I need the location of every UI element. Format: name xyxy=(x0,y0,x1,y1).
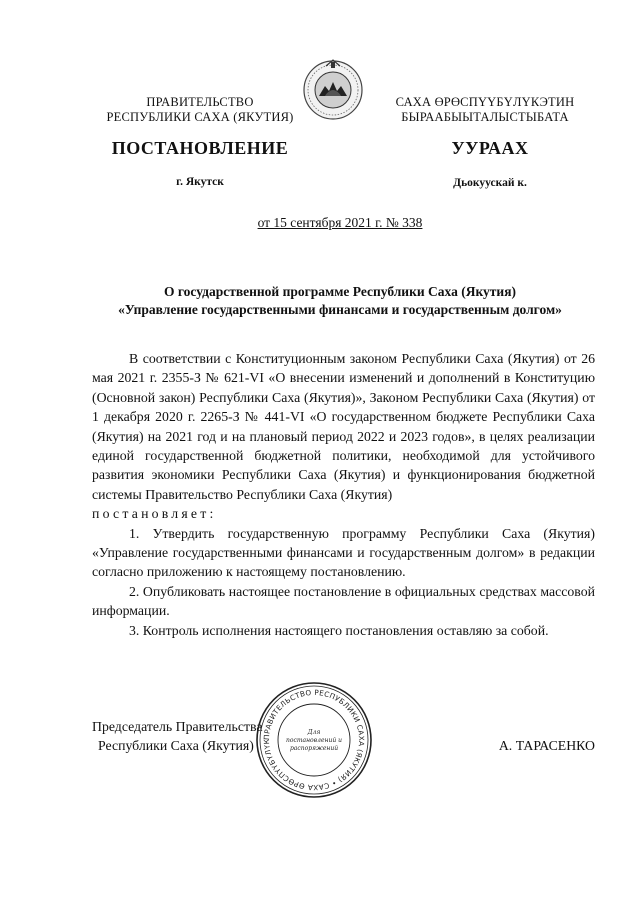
signature-position-line2: Республики Саха (Якутия) xyxy=(98,738,254,753)
header-left-line1: ПРАВИТЕЛЬСТВО xyxy=(146,95,254,109)
signature-position-line1: Председатель Правительства xyxy=(92,719,263,734)
document-body xyxy=(92,349,595,640)
official-seal xyxy=(254,680,374,800)
city-sah: Дьокуускай к. xyxy=(453,177,527,189)
city-ru: г. Якутск xyxy=(176,176,224,188)
seal-center-line3: распоряжений xyxy=(289,745,339,752)
seal-icon xyxy=(254,680,374,800)
seal-ring-text: ПРАВИТЕЛЬСТВО РЕСПУБЛИКИ САХА (ЯКУТИЯ) • САХА ӨРӨСПҮҮБҮЛҮК xyxy=(261,687,367,793)
body-item-2: 2. Опубликовать настоящее постановление в официальных средствах массовой информации. xyxy=(92,583,595,619)
header-right-line2: БЫРААБЫЫТАЛЫСТЫБАТА xyxy=(401,110,569,124)
seal-center-line2: постановлений и xyxy=(286,737,342,744)
header-left-line2: РЕСПУБЛИКИ САХА (ЯКУТИЯ) xyxy=(106,110,294,124)
body-item-3: 3. Контроль исполнения настоящего постановления оставляю за собой. xyxy=(129,622,549,638)
body-preamble: В соответствии с Конституционным законом Республики Саха (Якутия) от 26 мая 2021 г. 2355-З № 621-VI «О внесении изменений и дополнений в Конституцию (Основной закон) Республики Саха (Якутия)», Законом Республики Саха (Якутия) от 1 декабря 2020 г. 2265-З № 441-VI «О государственном бюджете Республики Саха (Якутия) на 2021 год и на плановый период 2022 и 2023 годов», в целях реализации единой государственной бюджетной политики, необходимой для устойчивого развития экономики Республики Саха (Якутия) и функционирования бюджетной системы Правительство Республики Саха (Якутия) xyxy=(92,351,595,502)
seal-center-line1: Для xyxy=(307,729,321,736)
header-right-line1: САХА ӨРӨСПҮҮБҮЛҮКЭТИН xyxy=(395,95,575,109)
title-line2: «Управление государственными финансами и государственным долгом» xyxy=(118,302,562,317)
doc-type-sah: УУРААХ xyxy=(451,138,529,158)
document-title xyxy=(60,283,620,319)
body-item-1: 1. Утвердить государственную программу Республики Саха (Якутия) «Управление государственными финансами и государственным долгом» в редакции согласно приложению к настоящему постановлению. xyxy=(92,525,595,580)
document-date-number: от 15 сентября 2021 г. № 338 xyxy=(257,215,423,230)
decree-word: постановляет: xyxy=(92,506,217,522)
doc-type-ru: ПОСТАНОВЛЕНИЕ xyxy=(111,138,289,158)
title-line1: О государственной программе Республики Саха (Якутия) xyxy=(163,284,517,299)
signature-name: А. ТАРАСЕНКО xyxy=(498,738,595,753)
